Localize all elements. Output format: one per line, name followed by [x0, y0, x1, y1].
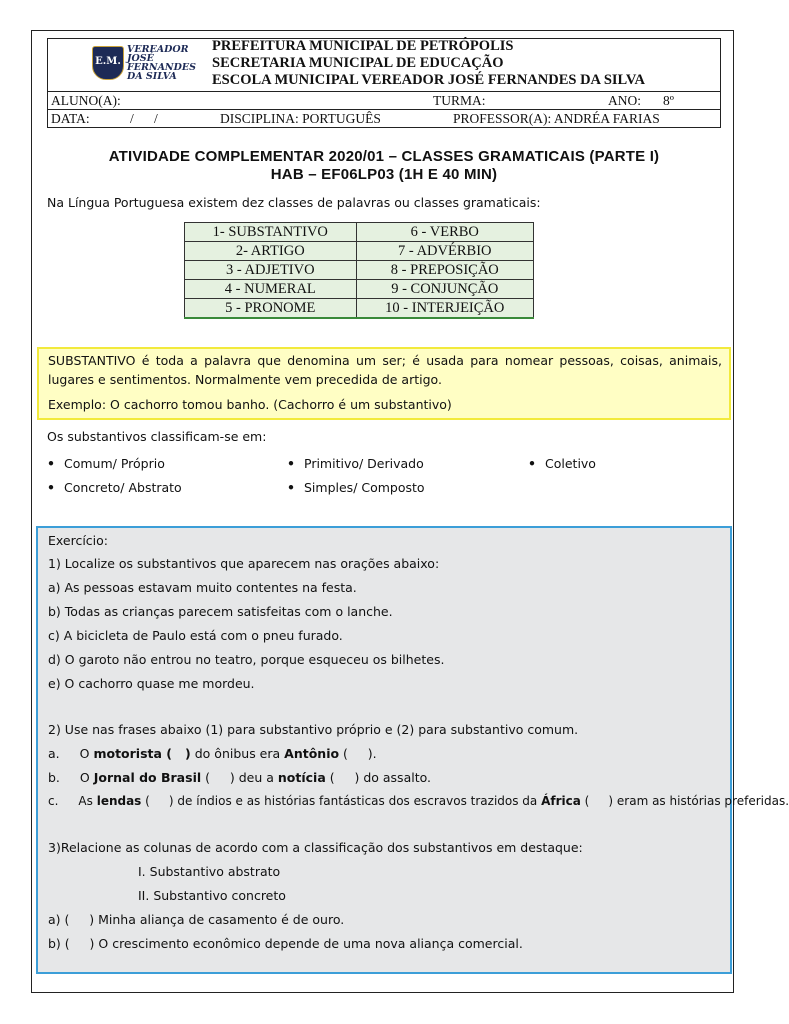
definition-text: SUBSTANTIVO é toda a palavra que denomina um ser; é usada para nomear pessoas, coisas, animais, lugares e sentimentos. Normalmente vem precedida de artigo. [48, 353, 722, 387]
data-blank: / / [130, 111, 158, 126]
definition-box [37, 347, 731, 420]
table-row: 4 - NUMERAL 9 - CONJUNÇÃO [185, 280, 534, 299]
exercise-box [36, 526, 789, 974]
disciplina-label: DISCIPLINA: PORTUGUÊS [220, 111, 381, 126]
turma-label: TURMA: [433, 93, 486, 108]
header-escola: ESCOLA MUNICIPAL VEREADOR JOSÉ FERNANDES DA SILVA [212, 72, 645, 88]
list-item: • Concreto/ Abstrato [64, 480, 182, 495]
table-row: 2- ARTIGO 7 - ADVÉRBIO [185, 242, 534, 261]
school-logo [92, 46, 202, 80]
header-prefeitura: PREFEITURA MUNICIPAL DE PETRÓPOLIS [212, 38, 514, 54]
info-row-student [47, 91, 721, 110]
logo-text: VEREADOR JOSÉ FERNANDES DA SILVA [127, 44, 196, 82]
q2-prompt: 2) Use nas frases abaixo (1) para substantivo próprio e (2) para substantivo comum. [48, 722, 579, 737]
header-secretaria: SECRETARIA MUNICIPAL DE EDUCAÇÃO [212, 55, 504, 71]
list-item: • Comum/ Próprio [64, 456, 165, 471]
q2-item-c: c. As lendas ( ) de índios e as histórias fantásticas dos escravos trazidos da África ( ) eram as histórias preferidas. [48, 794, 789, 808]
table-row: 5 - PRONOME 10 - INTERJEIÇÃO [185, 299, 534, 319]
q2-item-a: a. O motorista ( ) do ônibus era Antônio ( ). [48, 746, 377, 761]
activity-subtitle: HAB – EF06LP03 (1H E 40 MIN) [270, 166, 498, 183]
activity-title: ATIVIDADE COMPLEMENTAR 2020/01 – CLASSES GRAMATICAIS (PARTE I) [108, 148, 660, 165]
q3-item-a: a) ( ) Minha aliança de casamento é de ouro. [48, 912, 345, 927]
intro-text: Na Língua Portuguesa existem dez classes de palavras ou classes gramaticais: [47, 195, 541, 210]
aluno-label: ALUNO(A): [51, 93, 121, 108]
q1-item-d: d) O garoto não entrou no teatro, porque esqueceu os bilhetes. [48, 652, 445, 667]
logo-shield-icon: E.M. [92, 46, 124, 80]
professor-label: PROFESSOR(A): ANDRÉA FARIAS [453, 111, 660, 126]
list-item: • Simples/ Composto [304, 480, 425, 495]
classification-intro: Os substantivos classificam-se em: [47, 429, 267, 444]
word-classes-table [184, 222, 534, 319]
q2-item-b: b. O Jornal do Brasil ( ) deu a notícia ( ) do assalto. [48, 770, 432, 785]
q1-item-b: b) Todas as crianças parecem satisfeitas com o lanche. [48, 604, 393, 619]
q3-item-b: b) ( ) O crescimento econômico depende de uma nova aliança comercial. [48, 936, 523, 951]
ano-value: 8º [663, 93, 674, 108]
q3-option-2: II. Substantivo concreto [138, 888, 286, 903]
q1-item-a: a) As pessoas estavam muito contentes na festa. [48, 580, 357, 595]
exercise-heading: Exercício: [48, 533, 109, 548]
q1-prompt: 1) Localize os substantivos que aparecem nas orações abaixo: [48, 556, 440, 571]
list-item: • Primitivo/ Derivado [304, 456, 424, 471]
q3-option-1: I. Substantivo abstrato [138, 864, 281, 879]
q1-item-e: e) O cachorro quase me mordeu. [48, 676, 255, 691]
q3-prompt: 3)Relacione as colunas de acordo com a classificação dos substantivos em destaque: [48, 840, 583, 855]
info-row-class [47, 109, 721, 128]
data-label: DATA: [51, 111, 90, 126]
q1-item-c: c) A bicicleta de Paulo está com o pneu furado. [48, 628, 343, 643]
table-row: 1- SUBSTANTIVO 6 - VERBO [185, 223, 534, 242]
definition-example: Exemplo: O cachorro tomou banho. (Cachorro é um substantivo) [48, 397, 452, 412]
list-item: • Coletivo [545, 456, 596, 471]
table-row: 3 - ADJETIVO 8 - PREPOSIÇÃO [185, 261, 534, 280]
ano-label: ANO: [608, 93, 641, 108]
